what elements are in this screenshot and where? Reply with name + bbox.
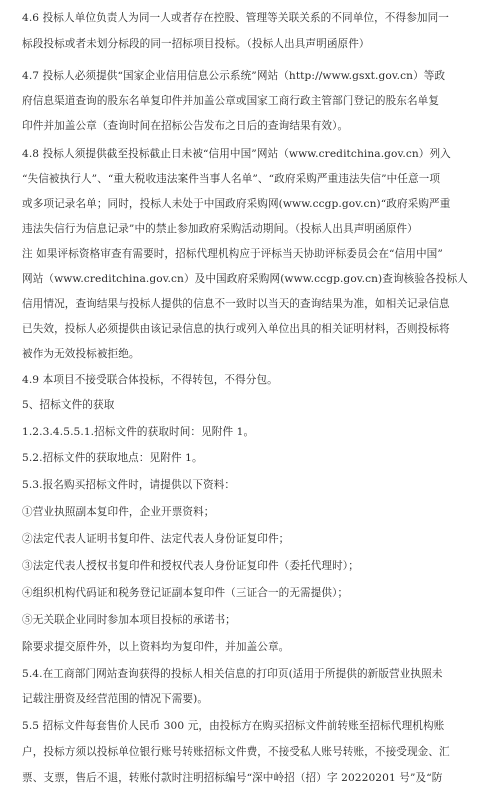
text-line: 4.9 本项目不接受联合体投标，不得转包，不得分包。 (22, 374, 278, 386)
text-line: “失信被执行人”、“重大税收违法案件当事人名单”、“政府采购严重违法失信”中任意一项 (22, 173, 441, 185)
list-item: ④组织机构代码证和税务登记证副本复印件（三证合一的无需提供）； (22, 587, 349, 599)
text-line: 5.3.报名购买招标文件时，请提供以下资料： (22, 479, 236, 491)
list-item: ①营业执照副本复印件，企业开票资料； (22, 506, 215, 518)
text-line: 5.5 招标文件每套售价人民币 300 元，由投标方在购买招标文件前转账至招标代理机构账 (22, 720, 445, 732)
text-line: 票、支票，售后不退，转账付款时注明招标编号“深中岭招（招）字 20220201 号”及“防 (22, 772, 443, 784)
text-line: 信用情况，查询结果与投标人提供的信息不一致时以当天的查询结果为准，如相关记录信息 (22, 298, 450, 310)
text-line: 记载注册资及经营范围的情况下需要)。 (22, 693, 209, 705)
text-line: 1.2.3.4.5.5.1.招标文件的获取时间：见附件 1。 (22, 426, 255, 438)
text-line: 除要求提交原件外，以上资料均为复印件，并加盖公章。 (22, 641, 290, 653)
text-line: 被作为无效投标被拒绝。 (22, 348, 140, 360)
text-line: 违法失信行为信息记录”中的禁止参加政府采购活动期间。（投标人出具声明函原件） (22, 223, 418, 235)
list-item: ③法定代表人授权书复印件和授权代表人身份证复印件（委托代理时）； (22, 560, 359, 572)
text-line: 4.8 投标人须提供截至投标截止日未被“信用中国”网站（www.creditchina.gov.cn）列入 (22, 148, 451, 160)
text-line: 5.4.在工商部门网站查询获得的投标人相关信息的打印页(适用于所提供的新版营业执照未 (22, 668, 443, 680)
list-item: ②法定代表人证明书复印件、法定代表人身份证复印件； (22, 533, 290, 545)
section-heading: 5、招标文件的获取 (22, 399, 115, 411)
text-line: 网站（www.creditchina.gov.cn）及中国政府采购网(www.ccgp.gov.cn)查询核验各投标人 (22, 273, 468, 285)
list-item: ⑤无关联企业同时参加本项目投标的承诺书； (22, 614, 236, 626)
text-line: 府信息渠道查询的股东名单复印件并加盖公章或国家工商行政主管部门登记的股东名单复 (22, 95, 440, 107)
text-line: 印件并加盖公章（查询时间在招标公告发布之日后的查询结果有效）。 (22, 120, 349, 132)
text-line: 注 如果评标资格审查有需要时，招标代理机构应于评标当天协助评标委员会在“信用中国” (22, 248, 443, 260)
text-line: 4.6 投标人单位负责人为同一人或者存在控股、管理等关联关系的不同单位，不得参加同一 (22, 12, 449, 24)
text-line: 户，投标方须以投标单位银行账号转账招标文件费，不接受私人账号转账，不接受现金、汇 (22, 746, 450, 758)
text-line: 已失效，投标人必须提供由该记录信息的执行或列入单位出具的相关证明材料，否则投标将 (22, 323, 450, 335)
text-line: 标段投标或者未划分标段的同一招标项目投标。（投标人出具声明函原件） (22, 38, 370, 50)
text-line: 4.7 投标人必须提供“国家企业信用信息公示系统”网站（http://www.gsxt.gov.cn）等政 (22, 70, 446, 82)
text-line: 5.2.招标文件的获取地点：见附件 1。 (22, 452, 203, 464)
text-line: 或多项记录名单；同时，投标人未处于中国政府采购网(www.ccgp.gov.cn)“政府采购严重 (22, 198, 451, 210)
